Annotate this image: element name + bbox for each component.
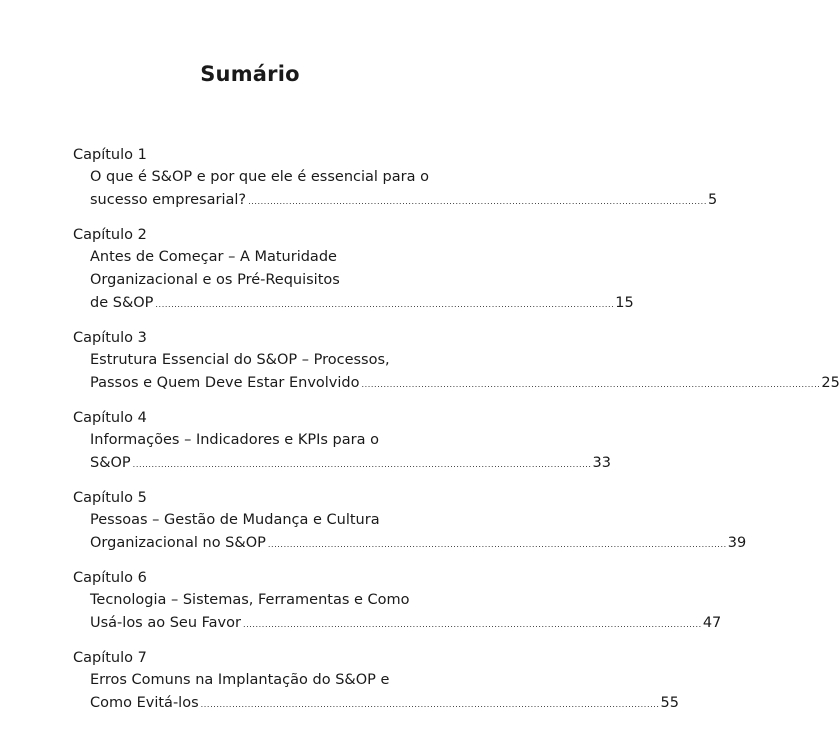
chapter-label: Capítulo 1 (73, 147, 147, 163)
page-number: 25 (821, 375, 840, 391)
chapter-label: Capítulo 2 (73, 227, 147, 243)
chapter-label: Capítulo 7 (73, 650, 147, 666)
toc-entry-chapter-5[interactable] (73, 487, 747, 555)
toc-entry-chapter-7[interactable] (73, 647, 679, 715)
chapter-title-line: Pessoas – Gestão de Mudança e Cultura (90, 512, 380, 528)
chapter-label: Capítulo 3 (73, 330, 147, 346)
chapter-title-line: Antes de Começar – A Maturidade (90, 249, 337, 265)
page-number: 55 (660, 695, 679, 711)
toc-entry-chapter-4[interactable] (73, 407, 611, 475)
page-title: Sumário (200, 62, 300, 86)
page-number: 39 (727, 535, 747, 551)
leader-dots: .................................................................................................................................................. (132, 460, 592, 469)
toc-entry-chapter-1[interactable] (73, 144, 718, 212)
chapter-title-text: Como Evitá-los (90, 695, 199, 711)
page-number: 15 (615, 295, 634, 311)
chapter-title-text: de S&OP (90, 295, 154, 311)
chapter-title-last-line (73, 452, 611, 475)
chapter-title-last-line (73, 532, 747, 555)
chapter-title-line: O que é S&OP e por que ele é essencial para o (90, 169, 429, 185)
chapter-title-last-line (73, 692, 679, 715)
chapter-title-line: Organizacional e os Pré-Requisitos (90, 272, 340, 288)
chapter-title-line: Tecnologia – Sistemas, Ferramentas e Como (90, 592, 410, 608)
table-of-contents (73, 144, 840, 727)
chapter-title-last-line (73, 292, 634, 315)
chapter-title-text: Usá-los ao Seu Favor (90, 615, 241, 631)
chapter-label: Capítulo 4 (73, 410, 147, 426)
toc-entry-chapter-2[interactable] (73, 224, 634, 315)
chapter-title-line: Erros Comuns na Implantação do S&OP e (90, 672, 390, 688)
page-number: 5 (707, 192, 718, 208)
chapter-title-last-line (73, 612, 722, 635)
chapter-label: Capítulo 6 (73, 570, 147, 586)
leader-dots: .................................................................................................................................................. (200, 700, 660, 709)
leader-dots: .................................................................................................................................................. (155, 300, 615, 309)
chapter-title-text: Organizacional no S&OP (90, 535, 266, 551)
chapter-title-text: Passos e Quem Deve Estar Envolvido (90, 375, 360, 391)
chapter-title-line: Estrutura Essencial do S&OP – Processos, (90, 352, 390, 368)
toc-entry-chapter-6[interactable] (73, 567, 722, 635)
leader-dots: .................................................................................................................................................. (267, 540, 727, 549)
chapter-title-last-line (73, 189, 718, 212)
chapter-title-text: S&OP (90, 455, 131, 471)
chapter-title-line: Informações – Indicadores e KPIs para o (90, 432, 379, 448)
page-number: 33 (592, 455, 611, 471)
leader-dots: .................................................................................................................................................. (361, 380, 821, 389)
chapter-label: Capítulo 5 (73, 490, 147, 506)
page-number: 47 (702, 615, 722, 631)
chapter-title-last-line (73, 372, 840, 395)
leader-dots: .................................................................................................................................................. (248, 197, 707, 206)
leader-dots: .................................................................................................................................................. (242, 620, 702, 629)
toc-entry-chapter-3[interactable] (73, 327, 840, 395)
chapter-title-text: sucesso empresarial? (90, 192, 247, 208)
